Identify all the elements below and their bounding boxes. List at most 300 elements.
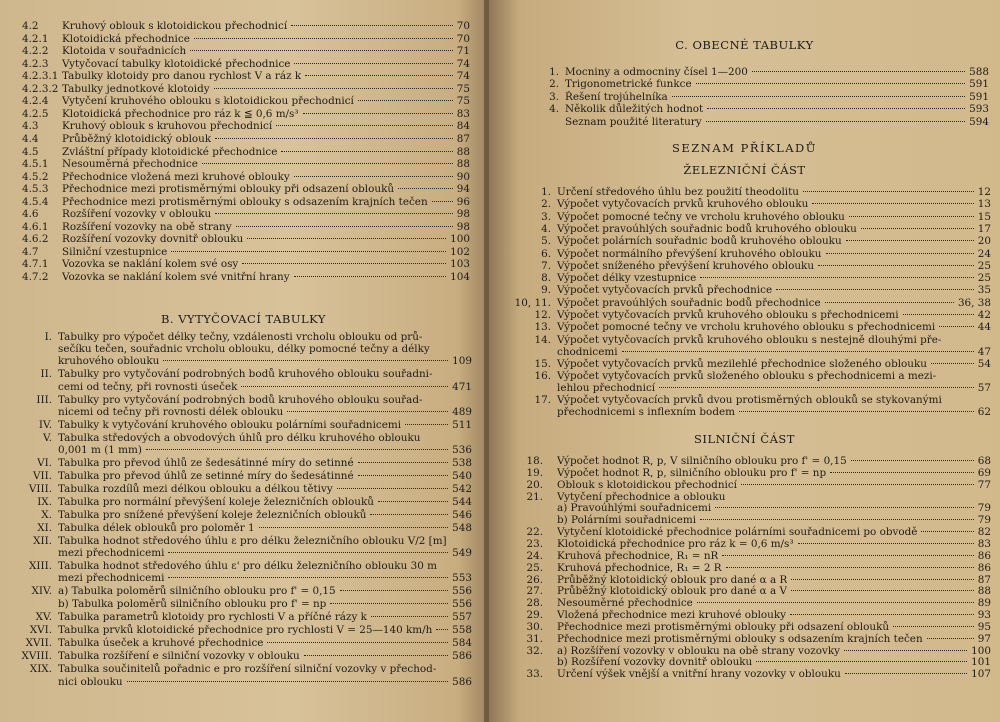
road-example [507,574,991,586]
left-page [0,0,487,722]
leader-dots [791,579,973,580]
leader-dots [202,163,453,164]
entry-title: Seznam použité literatury [565,115,702,128]
entry-page: 93 [977,609,991,622]
entry-number: 9. [541,284,551,297]
railway-example [507,334,991,358]
railway-example [507,223,991,235]
entry-title: Rozšíření vozovky dovnitř oblouku [62,233,244,246]
entry-number: XVIII. [21,650,52,663]
road-example [507,562,991,574]
entry-line: b) Tabulka poloměrů silničního oblouku pro f' = np [58,598,327,611]
entry-number: 4.7 [22,245,39,258]
entry-page: 69 [977,466,991,479]
road-example [507,656,991,668]
entry-number: 10, 11. [514,296,551,309]
toc-entry [22,158,470,170]
entry-number: 4.5.2 [22,170,49,183]
leader-dots [826,253,974,254]
entry-number: 4.5 [22,145,39,158]
entry-number: 28. [526,597,543,610]
entry-page: 536 [452,444,472,456]
toc-entry [22,58,470,70]
entry-title: Kruhová přechodnice, R₁ = nR [557,549,719,562]
entry-page: 586 [452,650,472,663]
table-entry [8,394,472,418]
leader-dots [291,25,453,26]
entry-page: 557 [452,611,472,624]
entry-number: 31. [526,632,543,645]
entry-line: Výpočet vytyčovacích prvků kruhového oblouku s přechodnicemi [557,309,899,321]
leader-dots [818,265,974,266]
toc-entry [22,33,470,45]
leader-dots [371,616,448,617]
leader-dots [194,38,453,39]
entry-number: X. [41,509,52,521]
table-entry [8,432,472,456]
entry-number: XVII. [25,637,52,650]
entry-number: XIV. [31,585,52,598]
entry-title: Klotoidická přechodnice [62,32,190,45]
entry-line: Určení středového úhlu bez použití theodolitu [557,186,799,198]
entry-title: Trigonometrické funkce [565,78,692,91]
entry-page: 62 [977,406,991,419]
railway-example [507,394,991,418]
entry-title: a) Rozšíření vozovky v oblouku na obě strany vozovky [557,644,841,657]
table-entry [8,585,472,597]
entry-title: b) Polárními souřadnicemi [557,514,697,527]
entry-line: Tabulka úseček a kruhové přechodnice [58,637,264,650]
entry-number: 8. [541,272,551,285]
examples-heading: SEZNAM PŘÍKLADŮ [672,141,817,155]
entry-line: cemi od tečny, při rovnosti úseček [58,380,238,393]
entry-line: Tabulky k vytyčování kruhového oblouku polárními souřadnicemi [58,418,402,431]
toc-entry [22,271,470,283]
leader-dots [861,228,974,229]
entry-line: lehlou přechodnicí [557,382,656,395]
entry-page: 89 [977,597,991,610]
entry-page: 13 [977,198,991,211]
entry-number: 4.3 [22,120,39,133]
leader-dots [259,527,448,528]
entry-page: 591 [969,90,989,103]
railway-example [507,272,991,284]
entry-title: Přechodnice mezi protisměrnými oblouky s odsazením krajních tečen [62,195,428,208]
entry-page: 109 [452,355,472,368]
leader-dots [851,460,974,461]
leader-dots [939,326,974,327]
leader-dots [146,449,448,450]
entry-page: 79 [977,502,991,515]
leader-dots [741,484,974,485]
entry-title: Rozšíření vozovky na obě strany [62,220,232,233]
leader-dots [281,151,452,152]
entry-number: 30. [526,620,543,633]
entry-page: 542 [452,483,472,495]
entry-number: XII. [33,535,52,547]
entry-line: mezi přechodnicemi [58,572,165,585]
leader-dots [287,411,448,412]
leader-dots [168,552,448,553]
entry-title: Kruhová přechodnice, R₁ = 2 R [557,561,722,574]
road-example [507,538,991,550]
entry-page: 74 [456,70,470,83]
entry-number: XV. [35,611,52,624]
entry-number: 3. [541,210,551,223]
section-b-heading: B. VYTYČOVACÍ TABULKY [160,312,327,326]
entry-number: XIII. [28,560,52,573]
table-entry [8,331,472,368]
entry-page: 591 [969,78,989,91]
entry-number: 3. [549,90,559,103]
leader-dots [215,213,453,214]
entry-number: XVI. [29,624,52,637]
entry-number: 4.2.5 [22,107,49,120]
road-example [507,491,991,503]
railway-example [507,297,991,309]
entry-page: 88 [456,145,470,158]
entry-page: 35 [977,284,991,297]
leader-dots [722,555,973,556]
entry-title: Vytyčení kruhového oblouku s klotoidickou přechodnicí [62,95,354,108]
entry-page: 95 [977,620,991,633]
railway-example [507,186,991,198]
toc-entry [22,120,470,132]
entry-title: Tabulky jednotkové klotoidy [62,82,210,95]
railway-example [507,198,991,210]
toc-entry [22,208,470,220]
entry-line: Tabulky pro vytyčování podrobných bodů kruhového oblouku souřadni- [58,368,433,381]
entry-page: 47 [977,345,991,358]
general-table-entry [519,78,989,90]
entry-number: II. [40,368,52,381]
entry-title: Klotoidická přechodnice pro ráz k = 0,6 m/s³ [557,537,794,550]
entry-line: Výpočet pravoúhlých souřadnic bodů přechodnice [557,296,821,309]
toc-entry [22,133,470,145]
leader-dots [340,590,449,591]
entry-number: 12. [534,309,551,321]
entry-number: 4.2.2 [22,45,49,58]
railway-example [507,321,991,333]
leader-dots [791,590,974,591]
entry-page: 556 [452,585,472,598]
entry-line: 0,001 m (1 mm) [58,444,142,456]
railway-example [507,248,991,260]
toc-entry [22,183,470,195]
entry-page: 98 [456,208,470,221]
leader-dots [304,655,448,656]
toc-entry [22,95,470,107]
leader-dots [790,614,974,615]
entry-line: Tabulka rozšíření e silniční vozovky v oblouku [58,650,300,663]
entry-line: Tabulka hodnot středového úhlu ε' pro délku železničního oblouku 30 m [58,560,437,573]
road-example [507,455,991,467]
entry-page: 86 [977,561,991,574]
railway-example [507,309,991,321]
entry-page: 97 [977,632,991,645]
entry-line: Tabulky pro výpočet délky tečny, vzdálenosti vrcholu oblouku od prů- [58,331,423,343]
toc-entry [22,246,470,258]
leader-dots [276,125,453,126]
road-example [507,467,991,479]
road-example [507,668,991,680]
entry-title: Nesouměrné přechodnice [557,597,693,610]
entry-number: 4.2.3 [22,57,49,70]
entry-number: V. [43,431,52,444]
entry-number: 33. [526,668,543,681]
leader-dots [715,507,974,508]
entry-title: Klotoidická přechodnice pro ráz k ≦ 0,6 m/s³ [62,107,299,120]
entry-page: 25 [977,259,991,272]
entry-page: 584 [452,637,472,650]
entry-number: 4.2.1 [22,32,49,45]
table-entry [8,457,472,469]
entry-page: 84 [456,120,470,133]
leader-dots [726,567,974,568]
toc-entry [22,171,470,183]
table-entry [8,522,472,534]
entry-number: 4.7.2 [22,271,49,283]
railway-example [507,370,991,394]
entry-page: 556 [452,598,472,611]
entry-line: Výpočet normálního převýšení kruhového oblouku [557,247,822,260]
entry-page: 88 [977,585,991,598]
entry-page: 100 [971,644,991,657]
entry-title: b) Rozšíření vozovky dovnitř oblouku [557,656,753,669]
entry-line: sečíku tečen, souřadnic vrcholu oblouku, délky pomocné tečny a délky [58,343,430,356]
entry-page: 103 [450,258,470,271]
entry-line: Tabulka pro snížené převýšení koleje železničních oblouků [58,509,367,521]
entry-number: 23. [526,537,543,550]
leader-dots [825,302,954,303]
entry-page: 98 [456,220,470,233]
entry-number: 4.4 [22,132,39,145]
leader-dots [739,411,974,412]
entry-number: 4.6.2 [22,233,49,246]
entry-line: Tabulka délek oblouků pro poloměr 1 [58,522,255,534]
entry-page: 79 [977,514,991,527]
entry-title: Kruhový oblouk s klotoidickou přechodnicí [62,20,288,32]
leader-dots [846,240,974,241]
entry-title: Zvláštní případy klotoidické přechodnice [62,145,278,158]
entry-page: 100 [450,233,470,246]
entry-title: Výpočet hodnot R, p, silničního oblouku pro f' = np [557,466,827,479]
entry-title: Vozovka se naklání kolem své osy [62,258,239,271]
leader-dots [370,514,448,515]
entry-number: 4.5.1 [22,158,49,171]
entry-number: 2. [541,198,551,211]
entry-title: Přechodnice mezi protisměrnými oblouky s odsazením krajních tečen [557,632,923,645]
entry-title: Tabulky klotoidy pro danou rychlost V a ráz k [62,70,302,83]
entry-title: Klotoida v souřadnicích [62,45,187,58]
entry-page: 549 [452,547,472,560]
toc-entry [22,146,470,158]
leader-dots [294,176,453,177]
road-example [507,526,991,538]
entry-title: Výpočet hodnot R, p, V silničního oblouku pro f' = 0,15 [557,455,847,467]
entry-line: Výpočet sníženého převýšení kruhového oblouku [557,259,815,272]
road-example [507,609,991,621]
entry-line: Výpočet pomocné tečny ve vrcholu kruhového oblouku [557,210,845,223]
entry-number: XIX. [29,663,52,676]
leader-dots [893,626,974,627]
entry-title: Silniční vzestupnice [62,245,168,258]
leader-dots [267,642,448,643]
entry-number: 16. [534,369,551,382]
entry-page: 87 [977,573,991,586]
leader-dots [845,673,967,674]
entry-number: 27. [526,585,543,598]
entry-number: 4.2 [22,20,39,32]
entry-page: 71 [456,45,470,58]
table-entry [8,509,472,521]
right-page [489,0,1000,722]
entry-page: 489 [452,405,472,418]
entry-page: 17 [977,222,991,235]
entry-line: Tabulka středových a obvodových úhlů pro délku kruhového oblouku [58,431,421,444]
entry-title: Průběžný klotoidický oblouk [62,132,212,145]
entry-number: 13. [534,321,551,334]
entry-page: 36, 38 [957,296,991,309]
leader-dots [378,501,448,502]
toc-entry [22,258,470,270]
entry-page: 12 [977,186,991,198]
entry-page: 546 [452,509,472,521]
entry-page: 24 [977,247,991,260]
entry-title: Přechodnice mezi protisměrnými oblouky při odsazení oblouků [557,620,890,633]
leader-dots [303,113,453,114]
entry-title: a) Pravoúhlými souřadnicemi [557,502,712,515]
entry-line: chodnicemi [557,345,618,358]
entry-page: 15 [977,210,991,223]
entry-line: Tabulka součinitelů pořadnic e pro rozšíření silniční vozovky v přechod- [58,663,437,676]
table-entry [8,560,472,584]
leader-dots [803,191,974,192]
entry-number: 4.2.4 [22,95,49,108]
entry-number: 2. [549,78,559,91]
leader-dots [697,602,974,603]
leader-dots [190,50,453,51]
entry-number: VIII. [28,483,52,495]
entry-number: 5. [541,235,551,248]
entry-number: 4.2.3.2 [22,82,59,95]
entry-title: Oblouk s klotoidickou přechodnicí [557,478,737,491]
entry-line: Tabulky pro vytyčování podrobných bodů kruhového oblouku souřad- [58,393,423,406]
entry-number: 4. [541,222,551,235]
entry-line: Tabulka parametrů klotoidy pro rychlosti V a příčné rázy k [58,611,367,624]
leader-dots [844,650,967,651]
leader-dots [405,424,448,425]
entry-page: 588 [969,66,989,78]
leader-dots [242,263,446,264]
table-entry [8,368,472,392]
entry-line: přechodnicemi s inflexním bodem [557,406,735,419]
road-example [507,479,991,491]
entry-page: 74 [456,57,470,70]
entry-title: Několik důležitých hodnot [565,103,704,116]
toc-entry [22,233,470,245]
entry-line: Tabulka prvků klotoidické přechodnice pro rychlosti V = 25—140 km/h [58,624,433,637]
entry-page: 90 [456,170,470,183]
entry-number: 1. [541,186,551,198]
entry-number: 14. [534,333,551,346]
general-table-entry [519,91,989,103]
leader-dots [163,360,448,361]
entry-number: 4.6 [22,208,39,221]
entry-number: 1. [549,66,559,78]
entry-page: 594 [969,115,989,128]
entry-title: Vytyčení přechodnice a oblouku [557,490,726,503]
entry-page: 94 [456,183,470,196]
railway-heading: ŽELEZNIČNÍ ČÁST [683,163,806,177]
entry-number: 15. [534,357,551,370]
toc-entry [22,221,470,233]
entry-line: nicemi od tečny při rovnosti délek oblouku [58,405,284,418]
leader-dots [358,100,453,101]
table-entry [8,496,472,508]
toc-entry [22,20,470,32]
entry-number: 22. [526,526,543,539]
entry-page: 586 [452,675,472,688]
leader-dots [168,577,448,578]
leader-dots [215,138,453,139]
entry-title: Průběžný klotoidický oblouk pro dané α a V [557,585,787,598]
toc-entry [22,196,470,208]
table-entry [8,483,472,495]
entry-page: 70 [456,20,470,32]
leader-dots [436,629,448,630]
entry-number: IX. [37,496,52,508]
leader-dots [921,531,973,532]
leader-dots [830,472,974,473]
leader-dots [672,96,965,97]
entry-line: Výpočet pomocné tečny ve vrcholu kruhového oblouku s přechodnicemi [557,321,936,334]
entry-number: VI. [37,457,52,469]
entry-number: 4.2.3.1 [22,70,59,83]
entry-line: Tabulka rozdílů mezi délkou oblouku a délkou tětivy [58,483,333,495]
leader-dots [776,289,974,290]
leader-dots [700,277,974,278]
entry-number: IV. [38,418,52,431]
leader-dots [294,63,452,64]
entry-page: 77 [977,478,991,491]
entry-line: Výpočet vytyčovacích prvků dvou protisměrných oblouků se stykovanými [557,393,942,406]
entry-title: Kruhový oblouk s kruhovou přechodnicí [62,120,273,133]
entry-title: Vozovka se naklání kolem své vnitřní hrany [62,271,290,283]
entry-line: Tabulka pro převod úhlů ze setinné míry do šedesátinné [58,470,354,482]
railway-example [507,284,991,296]
entry-page: 20 [977,235,991,248]
section-c-heading: C. OBECNÉ TABULKY [675,38,814,52]
entry-line: Výpočet vytyčovacích prvků složeného oblouku s přechodnicemi a mezi- [557,369,937,382]
entry-page: 75 [456,95,470,108]
leader-dots [622,351,974,352]
leader-dots [330,603,448,604]
entry-line: Výpočet polárních souřadnic bodů kruhového oblouku [557,235,842,248]
road-example [507,514,991,526]
leader-dots [294,276,447,277]
leader-dots [247,238,446,239]
road-example [507,502,991,514]
table-entry [8,419,472,431]
entry-number: 6. [541,247,551,260]
entry-line: Výpočet vytyčovacích prvků kruhového oblouku [557,198,809,211]
entry-page: 88 [456,158,470,171]
entry-page: 96 [456,195,470,208]
table-entry [8,637,472,649]
entry-number: XI. [37,522,52,534]
leader-dots [849,216,974,217]
